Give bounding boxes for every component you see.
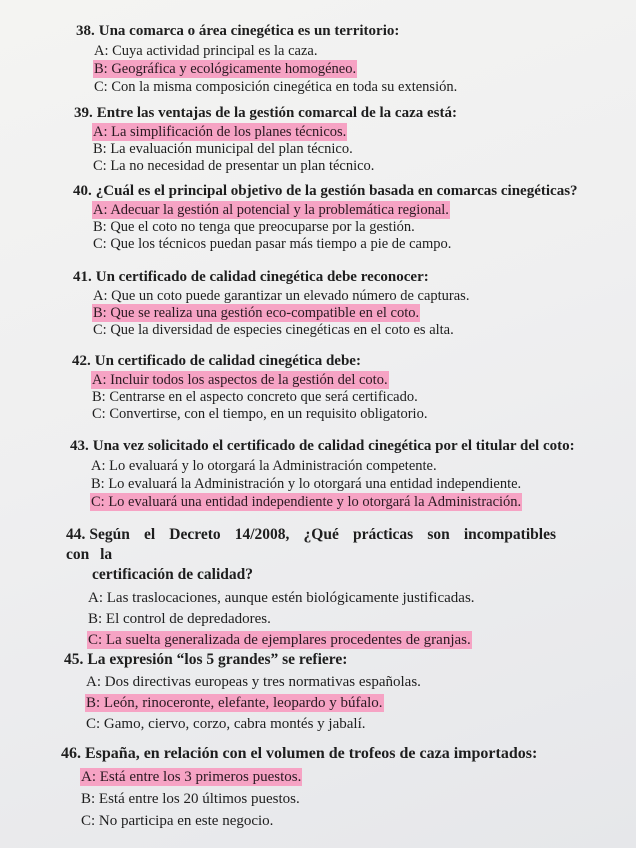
option-a-highlighted[interactable]: A: Adecuar la gestión al potencial y la problemática regional. [93,202,449,218]
option-c[interactable]: C: Convertirse, con el tiempo, en un requisito obligatorio. [92,406,428,422]
question-title: 44. Según el Decreto 14/2008, ¿Qué prácticas son incompatibles con la certificación de calidad? [66,526,556,583]
option-b[interactable]: B: La evaluación municipal del plan técnico. [93,141,353,157]
question-39 [74,104,457,175]
option-b-highlighted[interactable]: B: Geográfica y ecológicamente homogéneo. [94,61,357,77]
option-b[interactable]: B: Está entre los 20 últimos puestos. [81,791,300,807]
option-b[interactable]: B: Centrarse en el aspecto concreto que será certificado. [92,389,418,405]
option-c[interactable]: C: Con la misma composición cinegética en toda su extensión. [94,79,458,95]
option-a-highlighted[interactable]: A: Incluir todos los aspectos de la gestión del coto. [92,372,388,388]
option-b-highlighted[interactable]: B: León, rinoceronte, elefante, leopardo y búfalo. [86,695,383,711]
option-b[interactable]: B: El control de depredadores. [88,611,271,627]
question-40 [73,182,578,253]
question-43 [70,437,575,511]
option-a[interactable]: A: Lo evaluará y lo otorgará la Administración competente. [91,458,437,474]
question-title: 42. Un certificado de calidad cinegética debe: [72,353,361,369]
question-number: 38. [76,23,95,39]
question-42 [72,352,427,423]
option-c[interactable]: C: Que la diversidad de especies cinegéticas en el coto es alta. [93,322,454,338]
option-a-highlighted[interactable]: A: La simplificación de los planes técnicos. [93,124,347,140]
question-38 [76,22,457,96]
question-title: 46. España, en relación con el volumen de trofeos de caza importados: [61,745,538,762]
question-title: 40. ¿Cuál es el principal objetivo de la gestión basada en comarcas cinegéticas? [73,183,578,199]
option-b[interactable]: B: Lo evaluará la Administración y lo otorgará una entidad independiente. [91,476,522,492]
option-c[interactable]: C: No participa en este negocio. [81,813,274,829]
option-c[interactable]: C: La no necesidad de presentar un plan técnico. [93,158,375,174]
question-46 [61,744,537,831]
option-a[interactable]: A: Las traslocaciones, aunque estén biológicamente justificadas. [88,590,475,606]
option-c[interactable]: C: Que los técnicos puedan pasar más tiempo a pie de campo. [93,236,452,252]
option-c-highlighted[interactable]: C: Lo evaluará una entidad independiente y lo otorgará la Administración. [91,494,522,510]
question-title [76,22,457,40]
question-44 [66,525,556,650]
question-text: Una comarca o área cinegética es un territorio: [98,23,400,39]
option-a[interactable]: A: Cuya actividad principal es la caza. [94,43,318,59]
option-a-highlighted[interactable]: A: Está entre los 3 primeros puestos. [81,769,302,785]
option-a[interactable]: A: Que un coto puede garantizar un elevado número de capturas. [93,288,470,304]
question-title: 39. Entre las ventajas de la gestión comarcal de la caza está: [74,105,457,121]
option-b[interactable]: B: Que el coto no tenga que preocuparse por la gestión. [93,219,415,235]
question-41 [73,268,469,339]
question-title: 45. La expresión “los 5 grandes” se refiere: [64,651,348,668]
option-c[interactable]: C: Gamo, ciervo, corzo, cabra montés y jabalí. [86,716,366,732]
question-title: 41. Un certificado de calidad cinegética debe reconocer: [73,269,429,285]
option-b-highlighted[interactable]: B: Que se realiza una gestión eco-compatible en el coto. [93,305,420,321]
question-45 [64,650,421,734]
question-title: 43. Una vez solicitado el certificado de calidad cinegética por el titular del coto: [70,438,575,454]
option-c-highlighted[interactable]: C: La suelta generalizada de ejemplares procedentes de granjas. [88,632,471,648]
option-a[interactable]: A: Dos directivas europeas y tres normativas españolas. [86,674,421,690]
